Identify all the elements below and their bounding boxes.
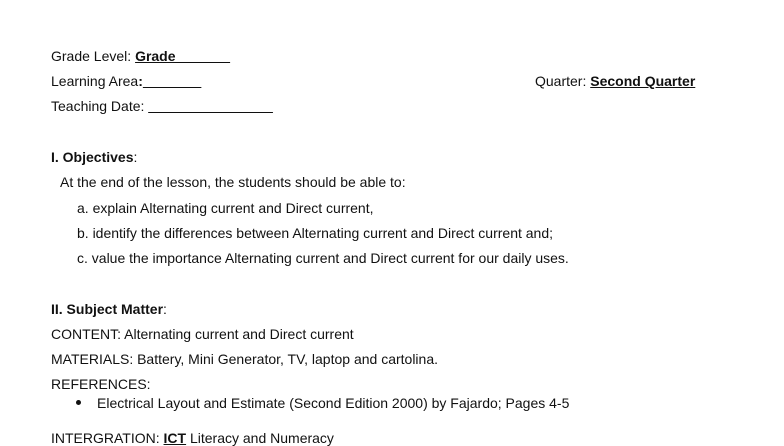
objectives-heading-line (51, 149, 137, 165)
quarter-label: Quarter: (535, 73, 591, 89)
integration-ict: ICT (163, 430, 187, 446)
objectives-heading: I. Objectives (51, 149, 134, 165)
learning-area-value: _______ (142, 73, 202, 89)
materials-line: MATERIALS: Battery, Mini Generator, TV, laptop and cartolina. (51, 351, 439, 367)
teaching-date-value: ________________ (148, 98, 273, 114)
quarter-line (535, 73, 695, 89)
integration-line (51, 430, 334, 446)
objectives-intro: At the end of the lesson, the students should be able to: (60, 174, 406, 190)
teaching-date-line (51, 98, 273, 114)
reference-item: Electrical Layout and Estimate (Second Edition 2000) by Fajardo; Pages 4-5 (97, 395, 570, 411)
references-label: REFERENCES: (51, 376, 151, 392)
learning-area-line (51, 73, 201, 89)
grade-level-line (51, 48, 230, 64)
quarter-value: Second Quarter (590, 73, 696, 89)
learning-area-colon: : (138, 73, 143, 89)
integration-rest: Literacy and Numeracy (186, 430, 334, 446)
teaching-date-label: Teaching Date: (51, 98, 149, 114)
integration-label: INTERGRATION: (51, 430, 164, 446)
objective-item: c. value the importance Alternating current and Direct current for our daily uses. (77, 250, 569, 266)
objectives-heading-colon: : (133, 149, 138, 165)
subject-matter-heading: II. Subject Matter (51, 301, 164, 317)
grade-level-label: Grade Level: (51, 48, 136, 64)
objective-item: a. explain Alternating current and Direct current, (77, 200, 374, 216)
grade-level-value: Grade_______ (135, 48, 231, 64)
content-line: CONTENT: Alternating current and Direct current (51, 326, 354, 342)
subject-matter-heading-colon: : (163, 301, 167, 317)
learning-area-label: Learning Area (51, 73, 139, 89)
objective-item: b. identify the differences between Alternating current and Direct current and; (77, 225, 554, 241)
bullet-icon (76, 400, 81, 405)
subject-matter-heading-line (51, 301, 167, 317)
